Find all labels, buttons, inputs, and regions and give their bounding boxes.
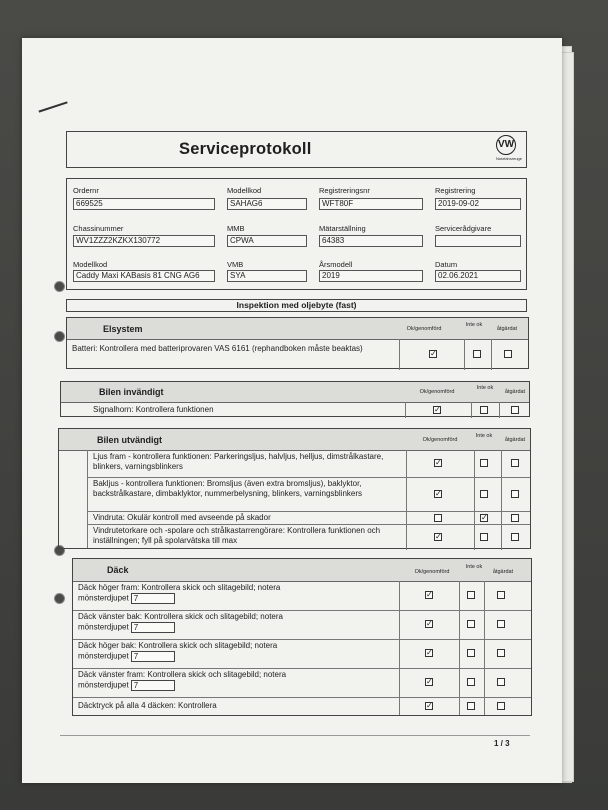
section-bilen-invandigt	[60, 381, 530, 417]
col-fixed-header: åtgärdat	[492, 569, 514, 575]
tire-row	[73, 639, 531, 669]
vmb-field: SYA	[227, 270, 307, 282]
row-text: Signalhorn: Kontrollera funktionen	[93, 405, 214, 414]
page-title: Serviceprotokoll	[179, 140, 312, 158]
section-bilen-utvandigt	[58, 428, 531, 549]
fixed-checkbox[interactable]	[511, 406, 519, 414]
utvandigt-rows	[87, 450, 530, 548]
ok-checkbox[interactable]: ✓	[426, 619, 433, 628]
checklist-row	[67, 339, 528, 370]
col-ok-header: Ok/genomförd	[422, 437, 458, 443]
punch-hole	[54, 281, 65, 292]
section-title: Bilen utvändigt	[97, 435, 162, 445]
col-fixed-header: åtgärdat	[504, 437, 526, 443]
checklist-row	[88, 511, 530, 525]
row-text: Batteri: Kontrollera med batteriprovaren VAS 6161 (rephandboken måste beaktas)	[72, 344, 363, 353]
ok-checkbox[interactable]: ✓	[434, 405, 441, 414]
brand-subtitle: Nutzfahrzeuge	[495, 156, 522, 161]
row-text: Däck höger fram: Kontrollera skick och slitagebild; notera mönsterdjupet 7	[78, 583, 281, 603]
tire-row	[73, 581, 531, 611]
section-title: Däck	[107, 565, 129, 575]
modellkod-label: Modellkod	[227, 186, 262, 195]
modell-label: Modellkod	[73, 260, 108, 269]
notok-checkbox[interactable]	[467, 702, 475, 710]
fixed-checkbox[interactable]	[511, 490, 519, 498]
ok-checkbox[interactable]: ✓	[426, 590, 433, 599]
vmb-label: VMB	[227, 260, 244, 269]
row-text: Däck vänster bak: Kontrollera skick och slitagebild; notera mönsterdjupet 7	[78, 612, 283, 632]
matarstallning-field: 64383	[319, 235, 423, 247]
row-text: Däck höger bak: Kontrollera skick och slitagebild; notera mönsterdjupet 7	[78, 641, 278, 661]
section-elsystem	[66, 317, 529, 369]
dack-rows	[73, 581, 531, 715]
section-dack	[72, 558, 532, 716]
chassinummer-label: Chassinummer	[73, 224, 124, 233]
notok-checkbox[interactable]	[467, 649, 475, 657]
header-box	[66, 131, 527, 168]
checklist-row	[88, 450, 530, 478]
ordernr-label: Ordernr	[73, 186, 99, 195]
regnr-label: Registreringsnr	[319, 186, 370, 195]
ok-checkbox[interactable]: ✓	[435, 458, 442, 467]
fixed-checkbox[interactable]	[497, 678, 505, 686]
tire-row	[73, 697, 531, 715]
inspection-title: Inspektion med oljebyte (fast)	[66, 299, 527, 312]
checklist-row	[88, 477, 530, 512]
row-text: Vindrutetorkare och -spolare och strålkastarrengörare: Kontrollera funktionen och inställningen; fyll på spolarvätska till max	[93, 526, 381, 545]
tread-depth-field[interactable]: 7	[131, 593, 175, 604]
matarstallning-label: Mätarställning	[319, 224, 366, 233]
tread-depth-field[interactable]: 7	[131, 680, 175, 691]
col-ok-header: Ok/genomförd	[406, 326, 442, 332]
arsmodell-label: Årsmodell	[319, 260, 353, 269]
notok-checkbox[interactable]	[480, 406, 488, 414]
row-text: Vindruta: Okulär kontroll med avseende på skador	[93, 513, 271, 522]
section-header	[59, 429, 530, 451]
modell-field: Caddy Maxi KABasis 81 CNG AG6	[73, 270, 215, 282]
tire-row	[73, 668, 531, 698]
vw-logo-icon: VW	[496, 135, 516, 155]
registrering-label: Registrering	[435, 186, 476, 195]
notok-checkbox[interactable]	[480, 490, 488, 498]
chassinummer-field: WV1ZZZ2KZKX130772	[73, 235, 215, 247]
notok-checkbox[interactable]	[467, 678, 475, 686]
fixed-checkbox[interactable]	[504, 350, 512, 358]
tread-depth-field[interactable]: 7	[131, 622, 175, 633]
arsmodell-field: 2019	[319, 270, 423, 282]
vehicle-info-box	[66, 178, 527, 290]
col-fixed-header: åtgärdat	[504, 389, 526, 395]
col-ok-header: Ok/genomförd	[419, 389, 455, 395]
ok-checkbox[interactable]	[434, 514, 442, 522]
mmb-field: CPWA	[227, 235, 307, 247]
fixed-checkbox[interactable]	[511, 533, 519, 541]
col-notok-header: Inte ok	[465, 564, 483, 570]
datum-field: 02.06.2021	[435, 270, 521, 282]
tire-row	[73, 610, 531, 640]
notok-checkbox[interactable]	[480, 533, 488, 541]
notok-checkbox[interactable]	[473, 350, 481, 358]
notok-checkbox[interactable]	[467, 620, 475, 628]
ok-checkbox[interactable]: ✓	[426, 648, 433, 657]
ok-checkbox[interactable]: ✓	[435, 489, 442, 498]
fixed-checkbox[interactable]	[511, 459, 519, 467]
punch-hole	[54, 593, 65, 604]
punch-hole	[54, 331, 65, 342]
col-notok-header: Inte ok	[475, 433, 493, 439]
checklist-row	[88, 524, 530, 550]
ordernr-field: 669525	[73, 198, 215, 210]
section-header	[67, 318, 528, 340]
ok-checkbox[interactable]: ✓	[426, 677, 433, 686]
col-fixed-header: åtgärdat	[496, 326, 518, 332]
ok-checkbox[interactable]: ✓	[426, 701, 433, 710]
fixed-checkbox[interactable]	[497, 620, 505, 628]
row-text: Däck vänster fram: Kontrollera skick och slitagebild; notera mönsterdjupet 7	[78, 670, 287, 690]
section-header	[73, 559, 531, 582]
notok-checkbox[interactable]	[480, 459, 488, 467]
regnr-field: WFT80F	[319, 198, 423, 210]
col-notok-header: Inte ok	[476, 385, 494, 391]
servicaradgivare-label: Servicerådgivare	[435, 224, 492, 233]
checklist-row	[61, 402, 529, 418]
ok-checkbox[interactable]: ✓	[430, 349, 437, 358]
section-title: Elsystem	[103, 324, 143, 334]
fixed-checkbox[interactable]	[497, 591, 505, 599]
notok-checkbox[interactable]: ✓	[481, 513, 488, 522]
row-text: Däcktryck på alla 4 däcken: Kontrollera	[78, 701, 217, 710]
servicaradgivare-field	[435, 235, 521, 247]
col-notok-header: Inte ok	[465, 322, 483, 328]
section-title: Bilen invändigt	[99, 387, 164, 397]
datum-label: Datum	[435, 260, 458, 269]
modellkod-field: SAHAG6	[227, 198, 307, 210]
fixed-checkbox[interactable]	[497, 649, 505, 657]
fixed-checkbox[interactable]	[511, 514, 519, 522]
section-header	[61, 382, 529, 403]
mmb-label: MMB	[227, 224, 245, 233]
col-ok-header: Ok/genomförd	[414, 569, 450, 575]
footer-divider	[60, 735, 530, 736]
fixed-checkbox[interactable]	[497, 702, 505, 710]
registrering-field: 2019-09-02	[435, 198, 521, 210]
notok-checkbox[interactable]	[467, 591, 475, 599]
tread-depth-field[interactable]: 7	[131, 651, 175, 662]
row-text: Ljus fram - kontrollera funktionen: Parkeringsljus, halvljus, helljus, dimstrålkastare, blinkers, varningsblinkers	[93, 452, 384, 471]
row-text: Bakljus - kontrollera funktionen: Bromsljus (även extra bromsljus), baklyktor, backstrålkastare, dimbaklyktor, nummerbelysning, blinkers, varningsblinkers	[93, 479, 362, 498]
ok-checkbox[interactable]: ✓	[435, 532, 442, 541]
page-number: 1 / 3	[494, 739, 510, 748]
